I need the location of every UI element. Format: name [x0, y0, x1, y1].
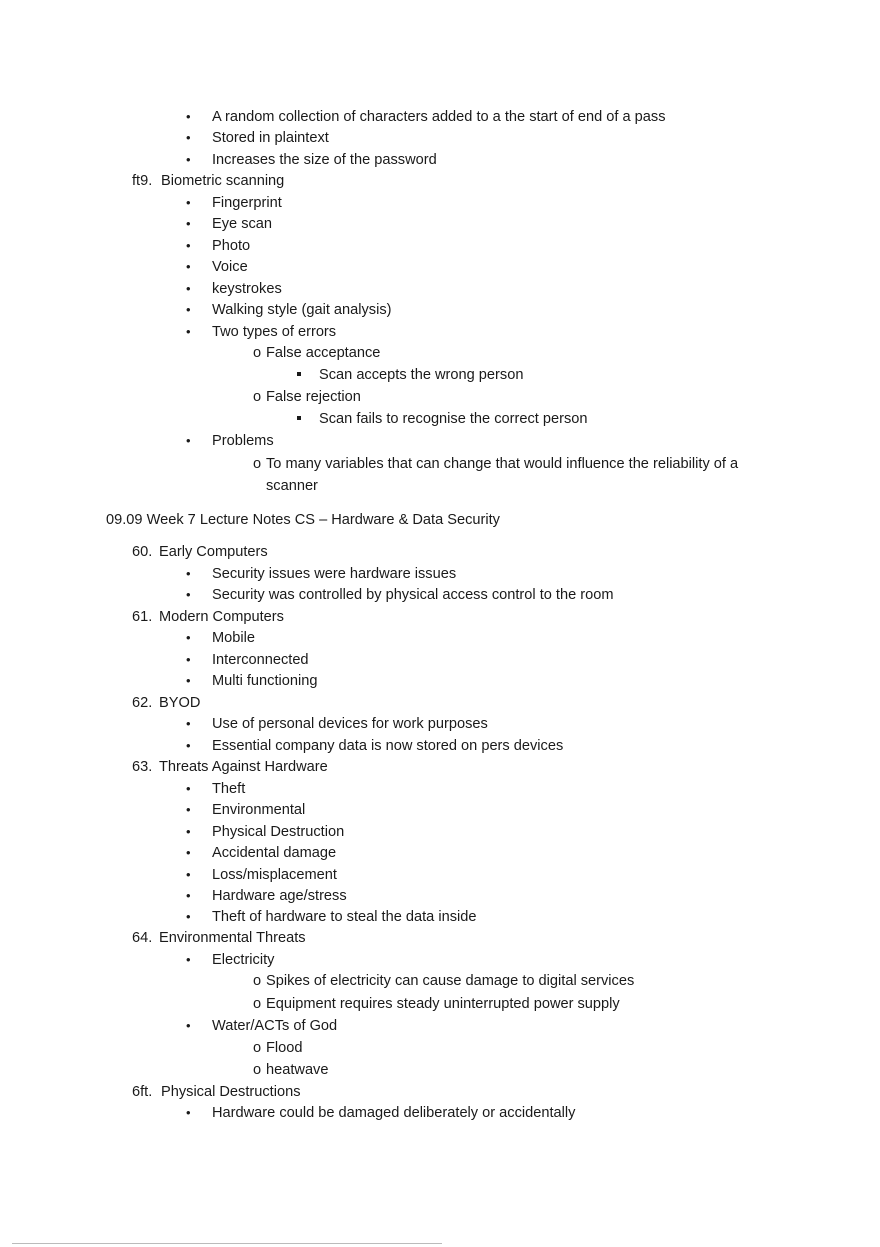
bullet-marker: •	[186, 587, 191, 602]
list-heading: Biometric scanning	[161, 173, 285, 189]
list-detail: Scan accepts the wrong person	[319, 367, 524, 383]
bullet-marker: •	[186, 716, 191, 731]
list-item: Security was controlled by physical access control to the room	[212, 587, 614, 603]
list-item: Hardware could be damaged deliberately or accidentally	[212, 1105, 576, 1121]
bullet-marker: •	[186, 216, 191, 231]
list-item: Electricity	[212, 952, 275, 968]
bullet-marker: •	[186, 673, 191, 688]
list-number: 64.	[132, 930, 153, 946]
bullet-marker: •	[186, 195, 191, 210]
list-item: Loss/misplacement	[212, 867, 337, 883]
bullet-marker: •	[186, 433, 191, 448]
list-item: A random collection of characters added to a the start of end of a pass	[212, 109, 666, 125]
list-item: Eye scan	[212, 216, 273, 232]
list-subitem: Spikes of electricity can cause damage to digital services	[266, 973, 635, 989]
list-item: Water/ACTs of God	[212, 1018, 338, 1034]
list-item: Interconnected	[212, 652, 309, 668]
bullet-marker: •	[186, 281, 191, 296]
bullet-marker: •	[186, 909, 191, 924]
bullet-marker: •	[186, 888, 191, 903]
list-item: Accidental damage	[212, 845, 337, 861]
circle-marker: o	[253, 456, 262, 472]
list-number: 63.	[132, 759, 153, 775]
bullet-marker: •	[186, 952, 191, 967]
list-subitem: False acceptance	[266, 345, 381, 361]
list-item: keystrokes	[212, 281, 282, 297]
bullet-marker: •	[186, 845, 191, 860]
list-number: ft9.	[132, 173, 153, 189]
bullet-marker: •	[186, 109, 191, 124]
list-item: Multi functioning	[212, 673, 318, 689]
bullet-marker: •	[186, 652, 191, 667]
list-number: 60.	[132, 544, 153, 560]
list-heading: Physical Destructions	[161, 1084, 301, 1100]
list-subitem: Flood	[266, 1040, 303, 1056]
bullet-marker: •	[186, 152, 191, 167]
list-item: Mobile	[212, 630, 255, 646]
square-bullet-icon	[297, 372, 301, 376]
bullet-marker: •	[186, 824, 191, 839]
page-title: 09.09 Week 7 Lecture Notes CS – Hardware & Data Security	[106, 512, 500, 528]
list-heading: Threats Against Hardware	[159, 759, 328, 775]
list-number: 61.	[132, 609, 153, 625]
bullet-marker: •	[186, 1018, 191, 1033]
bullet-marker: •	[186, 259, 191, 274]
bullet-marker: •	[186, 738, 191, 753]
list-item: Physical Destruction	[212, 824, 345, 840]
list-item: Security issues were hardware issues	[212, 566, 457, 582]
bullet-marker: •	[186, 566, 191, 581]
list-subitem: False rejection	[266, 389, 361, 405]
bullet-marker: •	[186, 867, 191, 882]
list-heading: Early Computers	[159, 544, 268, 560]
list-number: 62.	[132, 695, 153, 711]
footer-divider	[12, 1243, 442, 1244]
circle-marker: o	[253, 996, 262, 1012]
square-bullet-icon	[297, 416, 301, 420]
bullet-marker: •	[186, 302, 191, 317]
list-item: Voice	[212, 259, 248, 275]
list-subitem: To many variables that can change that would influence the reliability of a	[266, 456, 739, 472]
list-item: Walking style (gait analysis)	[212, 302, 392, 318]
list-heading: BYOD	[159, 695, 201, 711]
bullet-marker: •	[186, 630, 191, 645]
list-heading: Modern Computers	[159, 609, 284, 625]
circle-marker: o	[253, 345, 262, 361]
list-item: Problems	[212, 433, 274, 449]
list-item: Theft of hardware to steal the data inside	[212, 909, 477, 925]
circle-marker: o	[253, 389, 262, 405]
list-subitem: Equipment requires steady uninterrupted power supply	[266, 996, 620, 1012]
list-item: Theft	[212, 781, 246, 797]
circle-marker: o	[253, 1040, 262, 1056]
list-item: Fingerprint	[212, 195, 282, 211]
circle-marker: o	[253, 1062, 262, 1078]
list-item: Photo	[212, 238, 251, 254]
bullet-marker: •	[186, 802, 191, 817]
list-subitem-continued: scanner	[266, 478, 318, 494]
circle-marker: o	[253, 973, 262, 989]
list-item: Increases the size of the password	[212, 152, 437, 168]
bullet-marker: •	[186, 324, 191, 339]
bullet-marker: •	[186, 238, 191, 253]
list-heading: Environmental Threats	[159, 930, 306, 946]
list-item: Environmental	[212, 802, 306, 818]
list-number: 6ft.	[132, 1084, 153, 1100]
list-item: Hardware age/stress	[212, 888, 347, 904]
list-item: Essential company data is now stored on pers devices	[212, 738, 564, 754]
list-item: Stored in plaintext	[212, 130, 329, 146]
list-detail: Scan fails to recognise the correct person	[319, 411, 588, 427]
bullet-marker: •	[186, 781, 191, 796]
list-item: Use of personal devices for work purposes	[212, 716, 488, 732]
list-subitem: heatwave	[266, 1062, 329, 1078]
list-item: Two types of errors	[212, 324, 337, 340]
bullet-marker: •	[186, 1105, 191, 1120]
bullet-marker: •	[186, 130, 191, 145]
